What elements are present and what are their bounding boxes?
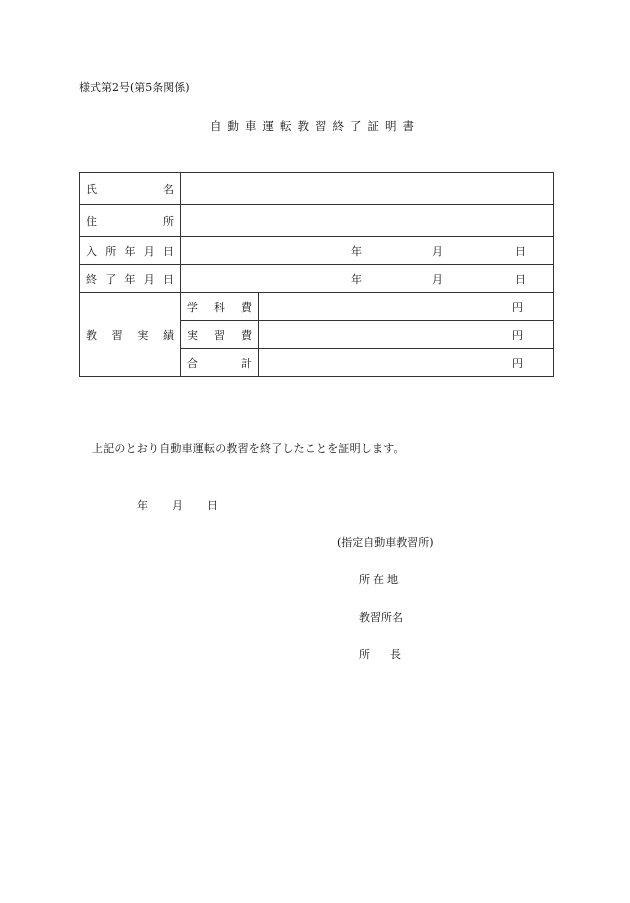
admission-month: 月 [432, 244, 443, 258]
completion-date-value [181, 265, 554, 293]
academic-fee-value: 円 [259, 293, 554, 321]
director-label: 所 長 [359, 648, 401, 661]
issue-year: 年 [137, 499, 148, 512]
name-value [181, 173, 554, 205]
certification-statement: 上記のとおり自動車運転の教習を終了したことを証明します。 [92, 442, 405, 455]
name-row [80, 173, 554, 205]
completion-date-label: 終 了 年 月 日 [80, 265, 181, 293]
admission-date-row [80, 237, 554, 265]
admission-date-label: 入 所 年 月 日 [80, 237, 181, 265]
address-label: 住 所 [80, 205, 181, 237]
admission-year: 年 [351, 244, 362, 258]
issue-month: 月 [172, 499, 183, 512]
document-title: 自動車運転教習終了証明書 [210, 119, 420, 133]
school-type: (指定自動車教習所) [337, 536, 434, 549]
academic-fee-label: 学 科 費 [181, 293, 259, 321]
total-label: 合 計 [181, 349, 259, 377]
completion-date-row [80, 265, 554, 293]
practical-fee-label: 実 習 費 [181, 321, 259, 349]
results-label: 教 習 実 績 [80, 293, 181, 377]
admission-date-value [181, 237, 554, 265]
address-value [181, 205, 554, 237]
admission-day: 日 [515, 244, 526, 258]
certificate-table [79, 172, 554, 377]
completion-year: 年 [351, 272, 362, 286]
completion-day: 日 [515, 272, 526, 286]
academic-fee-row [80, 293, 554, 321]
practical-fee-value: 円 [259, 321, 554, 349]
issue-day: 日 [207, 499, 218, 512]
school-address-label: 所在地 [359, 573, 401, 586]
address-row [80, 205, 554, 237]
completion-month: 月 [432, 272, 443, 286]
form-number: 様式第2号(第5条関係) [79, 81, 190, 94]
name-label: 氏 名 [80, 173, 181, 205]
total-value: 円 [259, 349, 554, 377]
school-name-label: 教習所名 [359, 611, 403, 624]
